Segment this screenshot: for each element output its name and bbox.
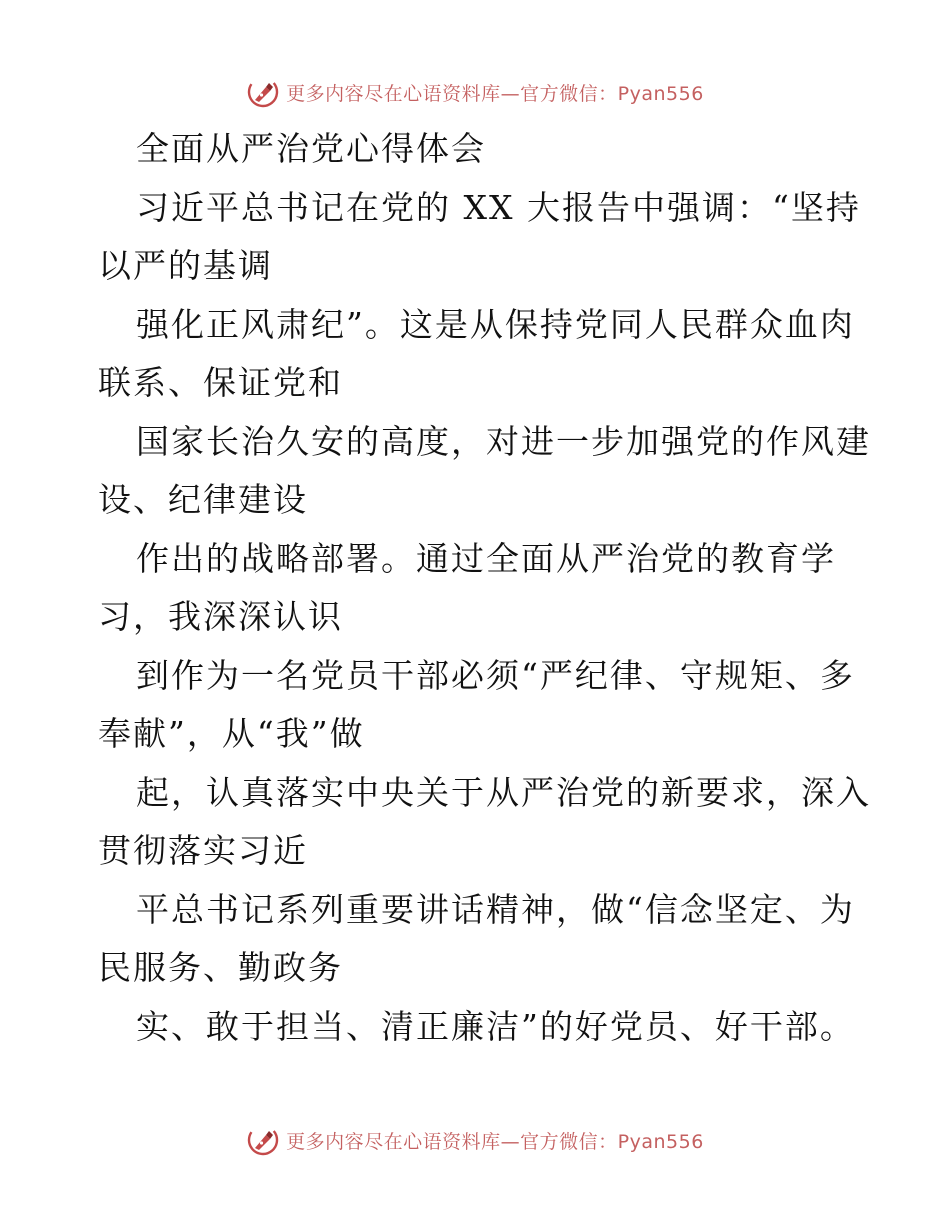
text-line: 强化正风肃纪”。这是从保持党同人民群众血肉 — [136, 304, 855, 344]
text-line: 奉献”，从“我”做 — [98, 714, 365, 753]
text-line: 平总书记系列重要讲话精神，做“信念坚定、为 — [136, 889, 855, 929]
text-line: 联系、保证党和 — [98, 363, 343, 402]
footer-banner-text: 更多内容尽在心语资料库—官方微信：Pyan556 — [286, 1130, 704, 1153]
text-line: 习，我深深认识 — [98, 597, 343, 636]
text-line: 以严的基调 — [98, 246, 273, 285]
pen-nib-logo-icon — [246, 75, 280, 109]
document-title: 全面从严治党心得体会 — [136, 129, 486, 168]
header-banner-text: 更多内容尽在心语资料库—官方微信：Pyan556 — [286, 82, 704, 105]
text-line: 实、敢于担当、清正廉洁”的好党员、好干部。 — [136, 1006, 855, 1046]
text-line: 到作为一名党员干部必须“严纪律、守规矩、多 — [136, 655, 855, 695]
text-line: 民服务、勤政务 — [98, 948, 343, 987]
text-line: 作出的战略部署。通过全面从严治党的教育学 — [136, 538, 836, 578]
footer-banner — [0, 1118, 950, 1162]
text-line: 国家长治久安的高度，对进一步加强党的作风建 — [136, 421, 871, 461]
text-line: 设、纪律建设 — [98, 480, 308, 519]
text-line: 起，认真落实中央关于从严治党的新要求，深入 — [136, 772, 871, 812]
text-line: 习近平总书记在党的 XX 大报告中强调：“坚持 — [136, 187, 861, 227]
header-banner — [0, 70, 950, 114]
document-body — [98, 120, 871, 1056]
pen-nib-logo-icon — [246, 1123, 280, 1157]
text-line: 贯彻落实习近 — [98, 831, 308, 870]
